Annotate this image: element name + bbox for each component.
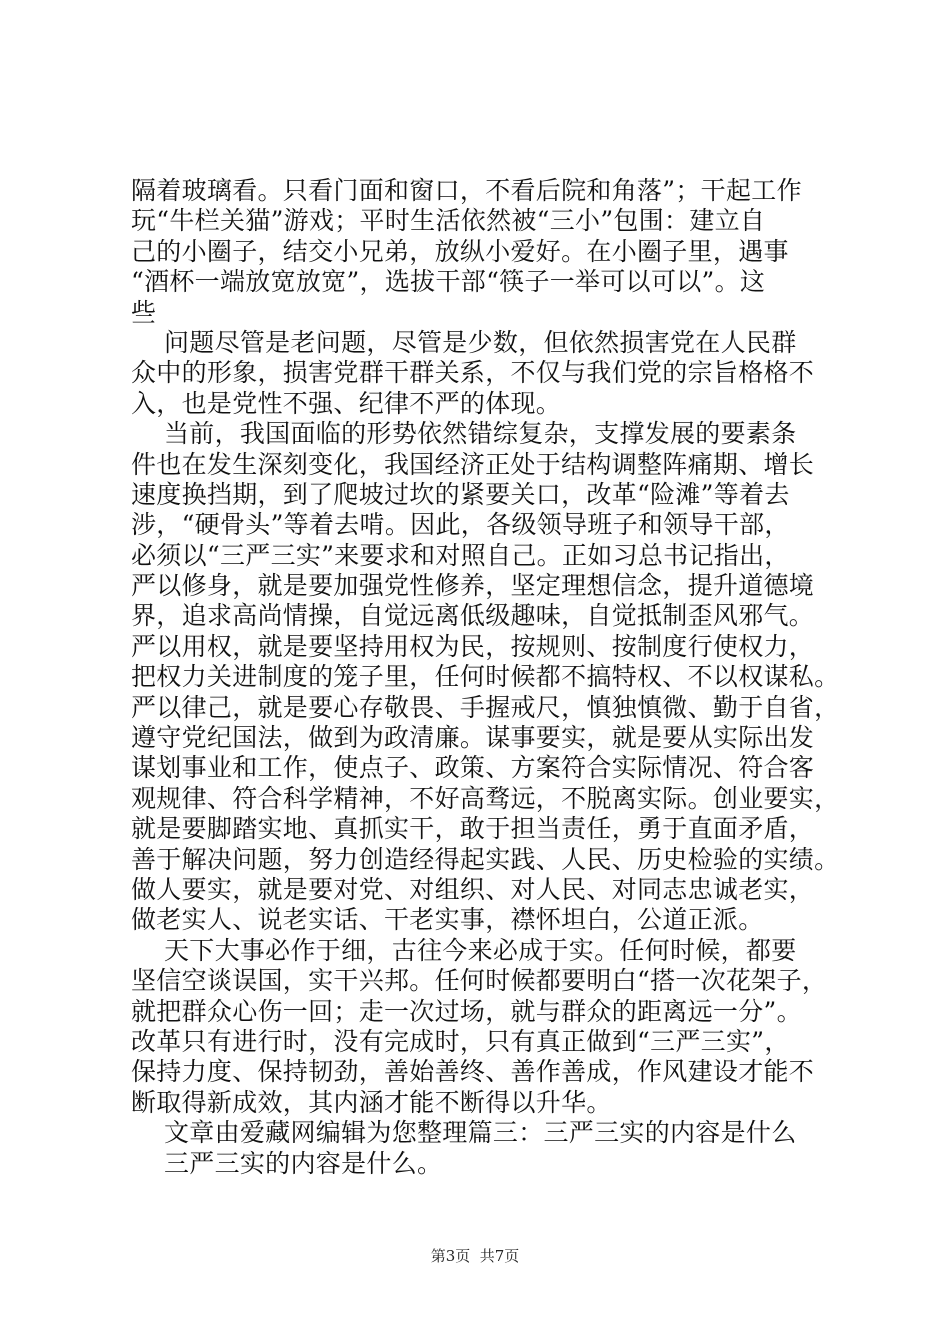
- text-line: 做老实人、说老实话、干老实事，襟怀坦白，公道正派。: [131, 905, 764, 935]
- text-line: 把权力关进制度的笼子里，任何时候都不搞特权、不以权谋私。: [131, 662, 840, 692]
- text-line: 玩“牛栏关猫”游戏；平时生活依然被“三小”包围：建立自: [131, 206, 766, 236]
- text-line: 善于解决问题，努力创造经得起实践、人民、历史检验的实绩。: [131, 844, 840, 874]
- text-line: 界，追求高尚情操，自觉远离低级趣味，自觉抵制歪风邪气。: [131, 601, 815, 631]
- text-line: 做人要实，就是要对党、对组织、对人民、对同志忠诚老实，: [131, 874, 815, 904]
- text-line: 入，也是党性不强、纪律不严的体现。: [131, 388, 562, 418]
- text-line: 严以律己，就是要心存敬畏、手握戒尺，慎独慎微、勤于自省，: [131, 692, 840, 722]
- text-line: 必须以“三严三实”来要求和对照自己。正如习总书记指出，: [131, 540, 790, 570]
- text-line: “酒杯一端放宽放宽”，选拔干部“筷子一举可以可以”。这: [131, 267, 766, 297]
- text-line: 众中的形象，损害党群干群关系，不仅与我们党的宗旨格格不: [131, 358, 815, 388]
- text-line: 改革只有进行时，没有完成时，只有真正做到“三严三实”，: [131, 1026, 790, 1056]
- text-line: 遵守党纪国法，做到为政清廉。谋事要实，就是要从实际出发: [131, 723, 815, 753]
- text-line: 当前，我国面临的形势依然错综复杂，支撑发展的要素条: [131, 419, 797, 449]
- text-line: 严以修身，就是要加强党性修养，坚定理想信念，提升道德境: [131, 571, 815, 601]
- text-line: 严以用权，就是要坚持用权为民，按规则、按制度行使权力，: [131, 631, 815, 661]
- text-line: 天下大事必作于细，古往今来必成于实。任何时候，都要: [131, 935, 797, 965]
- text-line: 谋划事业和工作，使点子、政策、方案符合实际情况、符合客: [131, 753, 815, 783]
- text-line: 些: [131, 297, 157, 327]
- page-number-footer: 第3页 共7页: [430, 1247, 520, 1265]
- text-line: 涉，“硬骨头”等着去啃。因此，各级领导班子和领导干部，: [131, 510, 790, 540]
- text-line: 断取得新成效，其内涵才能不断得以升华。: [131, 1087, 612, 1117]
- body-text: [131, 176, 840, 1179]
- text-line: 己的小圈子，结交小兄弟，放纵小爱好。在小圈子里，遇事: [131, 236, 789, 266]
- text-line: 速度换挡期，到了爬坡过坎的紧要关口，改革“险滩”等着去: [131, 479, 790, 509]
- text-line: 观规律、符合科学精神，不好高骛远，不脱离实际。创业要实，: [131, 783, 840, 813]
- text-line: 就是要脚踏实地、真抓实干，敢于担当责任，勇于直面矛盾，: [131, 814, 815, 844]
- text-line: 文章由爱藏网编辑为您整理篇三：三严三实的内容是什么: [131, 1118, 797, 1148]
- text-line: 隔着玻璃看。只看门面和窗口，不看后院和角落”；干起工作: [131, 176, 802, 205]
- text-line: 坚信空谈误国，实干兴邦。任何时候都要明白“搭一次花架子，: [131, 966, 828, 996]
- text-line: 就把群众心伤一回；走一次过场，就与群众的距离远一分”。: [131, 996, 802, 1026]
- text-line: 问题尽管是老问题，尽管是少数，但依然损害党在人民群: [131, 327, 797, 357]
- text-line: 件也在发生深刻变化，我国经济正处于结构调整阵痛期、增长: [131, 449, 815, 479]
- text-line: 三严三实的内容是什么。: [131, 1148, 443, 1178]
- text-line: 保持力度、保持韧劲，善始善终、善作善成，作风建设才能不: [131, 1057, 815, 1087]
